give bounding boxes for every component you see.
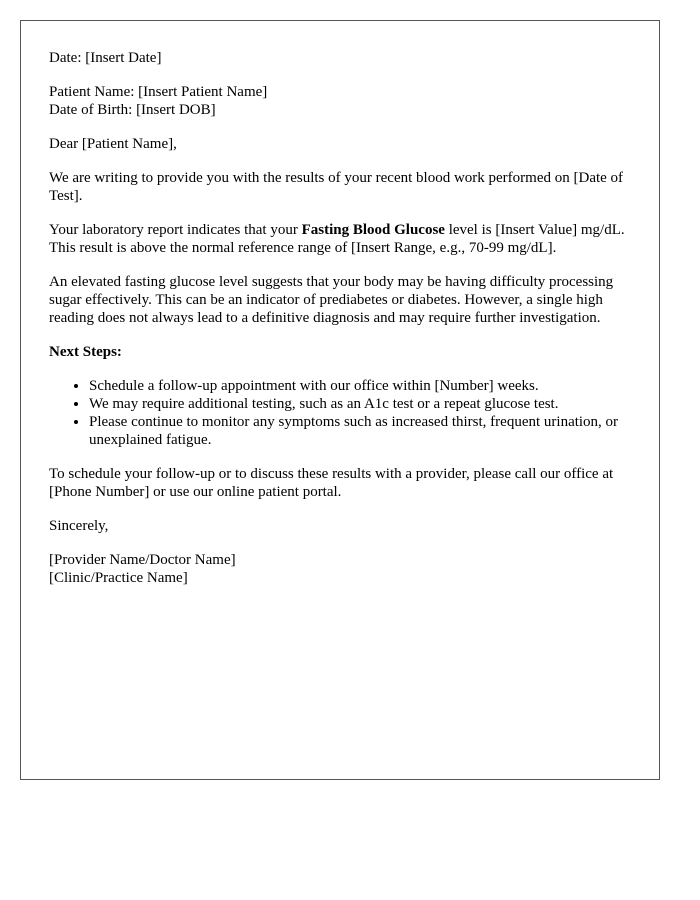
contact-paragraph: To schedule your follow-up or to discuss these results with a provider, please call our office at [Phone Number] or use our online patient portal. (49, 466, 614, 500)
date-line: Date: [Insert Date] (49, 50, 162, 66)
test-name: Fasting Blood Glucose (301, 222, 445, 238)
result-text-after: level is [Insert Value] mg/dL. This result is above the normal reference range of [Insert Range, e.g., 70-99 mg/dL]. (49, 222, 625, 256)
result-text-before: Your laboratory report indicates that your (49, 222, 302, 238)
patient-name-line: Patient Name: [Insert Patient Name] (49, 84, 268, 100)
next-steps-list (49, 377, 631, 449)
explanation-paragraph: An elevated fasting glucose level suggests that your body may be having difficulty processing sugar effectively. This can be an indicator of prediabetes or diabetes. However, a single high reading does not always lead to a definitive diagnosis and may require further investigation. (49, 274, 614, 326)
list-item: • Please continue to monitor any symptoms such as increased thirst, frequent urination, or unexplained fatigue. (89, 413, 631, 449)
next-steps-heading: Next Steps: (49, 344, 122, 360)
list-item: • Schedule a follow-up appointment with our office within [Number] weeks. (89, 377, 631, 395)
closing: Sincerely, (49, 518, 109, 534)
dob-line: Date of Birth: [Insert DOB] (49, 102, 216, 118)
patient-info (49, 83, 631, 119)
intro-paragraph: We are writing to provide you with the results of your recent blood work performed on [Date of Test]. (49, 170, 624, 204)
clinic-name: [Clinic/Practice Name] (49, 570, 188, 586)
salutation: Dear [Patient Name], (49, 136, 177, 152)
provider-name: [Provider Name/Doctor Name] (49, 552, 236, 568)
signature-block (49, 551, 631, 587)
letter-page (20, 20, 660, 780)
list-item: • We may require additional testing, such as an A1c test or a repeat glucose test. (89, 395, 631, 413)
result-paragraph (49, 221, 631, 257)
